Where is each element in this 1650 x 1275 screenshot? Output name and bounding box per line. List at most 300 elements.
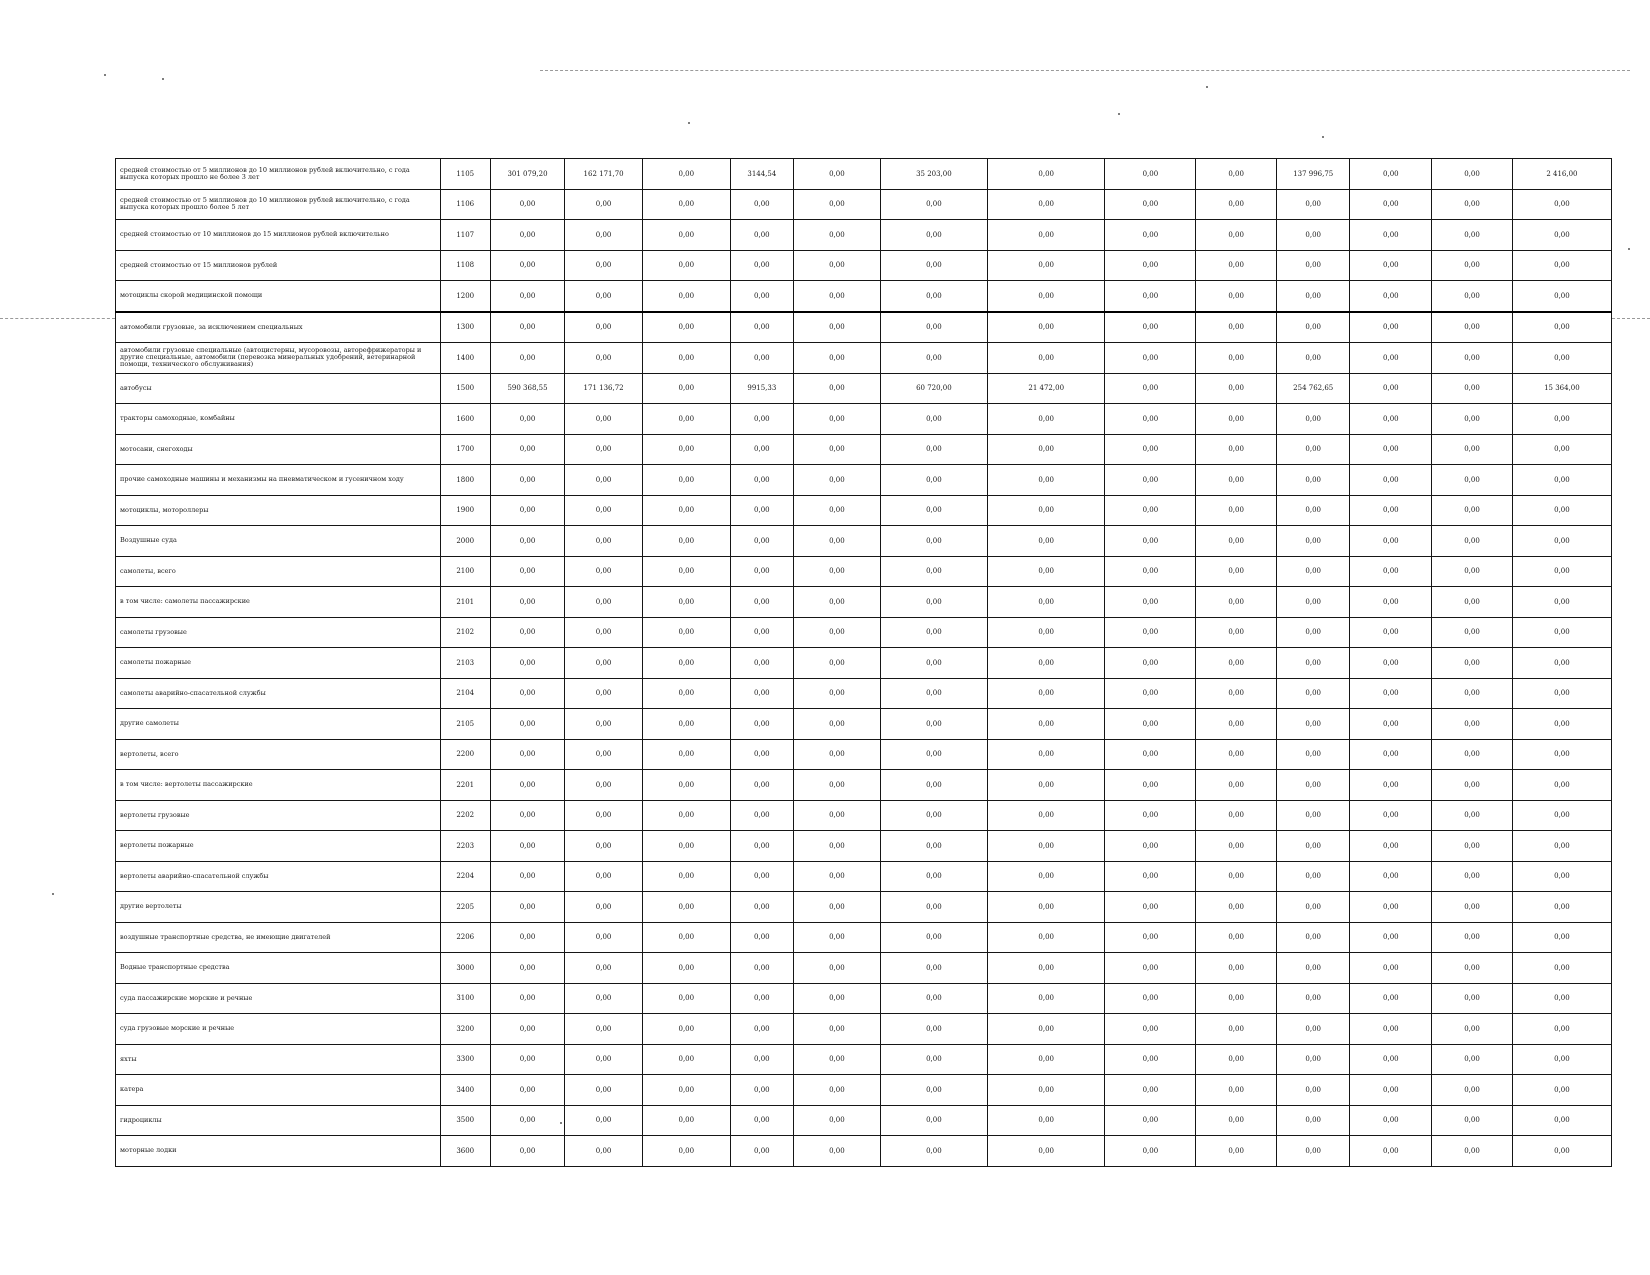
table-row	[116, 281, 1612, 312]
value-cell: 0,00	[1350, 678, 1432, 709]
table-row	[116, 404, 1612, 435]
value-cell: 0,00	[793, 220, 880, 251]
value-cell: 0,00	[1105, 861, 1196, 892]
value-cell: 0,00	[1196, 617, 1277, 648]
value-cell: 0,00	[1432, 312, 1513, 343]
value-cell: 0,00	[565, 189, 643, 220]
row-code-cell: 1300	[440, 312, 490, 343]
value-cell: 0,00	[642, 709, 730, 740]
value-cell: 0,00	[642, 434, 730, 465]
value-cell: 0,00	[1432, 1044, 1513, 1075]
value-cell: 0,00	[1276, 922, 1350, 953]
value-cell: 0,00	[1196, 220, 1277, 251]
value-cell: 0,00	[1196, 1044, 1277, 1075]
value-cell: 0,00	[730, 312, 793, 343]
value-cell: 0,00	[1512, 892, 1611, 923]
row-code-cell: 2101	[440, 587, 490, 618]
scan-speck	[52, 893, 54, 895]
row-name-cell: Водные транспортные средства	[116, 953, 441, 984]
table-row	[116, 220, 1612, 251]
value-cell: 0,00	[793, 800, 880, 831]
value-cell: 0,00	[1105, 159, 1196, 190]
row-name-cell: самолеты грузовые	[116, 617, 441, 648]
value-cell: 0,00	[1276, 709, 1350, 740]
value-cell: 0,00	[565, 678, 643, 709]
value-cell: 0,00	[1196, 678, 1277, 709]
value-cell: 0,00	[642, 739, 730, 770]
value-cell: 0,00	[793, 250, 880, 281]
value-cell: 0,00	[1276, 800, 1350, 831]
row-code-cell: 2201	[440, 770, 490, 801]
scan-speck	[1118, 113, 1120, 115]
value-cell: 0,00	[793, 678, 880, 709]
value-cell: 0,00	[1512, 770, 1611, 801]
value-cell: 0,00	[1196, 526, 1277, 557]
value-cell: 0,00	[1276, 1136, 1350, 1167]
value-cell: 0,00	[730, 922, 793, 953]
row-code-cell: 2206	[440, 922, 490, 953]
value-cell: 0,00	[490, 343, 565, 374]
value-cell: 0,00	[1196, 1075, 1277, 1106]
value-cell: 0,00	[1432, 343, 1513, 374]
value-cell: 0,00	[490, 495, 565, 526]
value-cell: 0,00	[1105, 556, 1196, 587]
value-cell: 0,00	[565, 404, 643, 435]
value-cell: 0,00	[642, 922, 730, 953]
value-cell: 0,00	[880, 983, 987, 1014]
value-cell: 0,00	[793, 1014, 880, 1045]
value-cell: 0,00	[1105, 709, 1196, 740]
scan-speck	[104, 74, 106, 76]
value-cell: 0,00	[1512, 434, 1611, 465]
value-cell: 0,00	[490, 800, 565, 831]
value-cell: 0,00	[1196, 739, 1277, 770]
value-cell: 0,00	[490, 861, 565, 892]
value-cell: 0,00	[1276, 678, 1350, 709]
value-cell: 0,00	[988, 739, 1105, 770]
value-cell: 0,00	[1512, 648, 1611, 679]
row-code-cell: 1600	[440, 404, 490, 435]
value-cell: 0,00	[1512, 831, 1611, 862]
value-cell: 0,00	[880, 404, 987, 435]
value-cell: 0,00	[988, 1105, 1105, 1136]
value-cell: 0,00	[565, 220, 643, 251]
table-row	[116, 1075, 1612, 1106]
value-cell: 0,00	[793, 983, 880, 1014]
value-cell: 0,00	[1196, 770, 1277, 801]
value-cell: 0,00	[565, 343, 643, 374]
value-cell: 0,00	[988, 709, 1105, 740]
table-row	[116, 312, 1612, 343]
row-name-cell: средней стоимостью от 5 миллионов до 10 миллионов рублей включительно, с года выпуска которых прошло не более 3 лет	[116, 159, 441, 190]
value-cell: 0,00	[1512, 1136, 1611, 1167]
value-cell: 0,00	[490, 1136, 565, 1167]
value-cell: 0,00	[730, 1136, 793, 1167]
value-cell: 0,00	[1432, 770, 1513, 801]
row-code-cell: 1400	[440, 343, 490, 374]
scan-speck	[1628, 248, 1630, 250]
value-cell: 0,00	[880, 617, 987, 648]
row-name-cell: другие самолеты	[116, 709, 441, 740]
value-cell: 0,00	[793, 526, 880, 557]
row-code-cell: 1105	[440, 159, 490, 190]
value-cell: 0,00	[988, 159, 1105, 190]
table-row	[116, 953, 1612, 984]
row-name-cell: средней стоимостью от 15 миллионов рублей	[116, 250, 441, 281]
row-code-cell: 1107	[440, 220, 490, 251]
row-name-cell: воздушные транспортные средства, не имеющие двигателей	[116, 922, 441, 953]
row-code-cell: 3100	[440, 983, 490, 1014]
value-cell: 0,00	[1512, 678, 1611, 709]
value-cell: 0,00	[642, 831, 730, 862]
value-cell: 0,00	[1432, 983, 1513, 1014]
value-cell: 0,00	[730, 434, 793, 465]
value-cell: 0,00	[1196, 709, 1277, 740]
value-cell: 0,00	[793, 1075, 880, 1106]
value-cell: 0,00	[1432, 159, 1513, 190]
value-cell: 0,00	[730, 189, 793, 220]
value-cell: 0,00	[1196, 587, 1277, 618]
value-cell: 0,00	[1350, 953, 1432, 984]
value-cell: 0,00	[730, 892, 793, 923]
row-name-cell: средней стоимостью от 10 миллионов до 15 миллионов рублей включительно	[116, 220, 441, 251]
table-row	[116, 250, 1612, 281]
value-cell: 0,00	[1276, 1014, 1350, 1045]
value-cell: 0,00	[1196, 404, 1277, 435]
value-cell: 0,00	[642, 220, 730, 251]
value-cell: 0,00	[1350, 220, 1432, 251]
value-cell: 0,00	[642, 189, 730, 220]
value-cell: 0,00	[730, 343, 793, 374]
value-cell: 0,00	[730, 861, 793, 892]
value-cell: 0,00	[1432, 404, 1513, 435]
value-cell: 0,00	[1512, 739, 1611, 770]
value-cell: 0,00	[1350, 983, 1432, 1014]
scan-speck	[1322, 136, 1324, 138]
value-cell: 0,00	[1512, 983, 1611, 1014]
value-cell: 0,00	[1105, 526, 1196, 557]
value-cell: 0,00	[1276, 526, 1350, 557]
value-cell: 0,00	[1105, 983, 1196, 1014]
row-code-cell: 1108	[440, 250, 490, 281]
value-cell: 0,00	[565, 861, 643, 892]
value-cell: 0,00	[1432, 739, 1513, 770]
value-cell: 0,00	[1512, 1075, 1611, 1106]
value-cell: 0,00	[1432, 495, 1513, 526]
row-name-cell: самолеты аварийно-спасательной службы	[116, 678, 441, 709]
value-cell: 0,00	[880, 648, 987, 679]
value-cell: 0,00	[642, 1075, 730, 1106]
table-row	[116, 189, 1612, 220]
value-cell: 21 472,00	[988, 373, 1105, 404]
value-cell: 0,00	[1350, 922, 1432, 953]
value-cell: 0,00	[730, 953, 793, 984]
row-name-cell: мотосани, снегоходы	[116, 434, 441, 465]
value-cell: 0,00	[1432, 800, 1513, 831]
value-cell: 0,00	[730, 1014, 793, 1045]
table-row	[116, 373, 1612, 404]
value-cell: 0,00	[1276, 617, 1350, 648]
value-cell: 0,00	[490, 953, 565, 984]
value-cell: 0,00	[565, 770, 643, 801]
value-cell: 0,00	[565, 1014, 643, 1045]
row-name-cell: вертолеты грузовые	[116, 800, 441, 831]
value-cell: 0,00	[880, 526, 987, 557]
value-cell: 0,00	[1512, 465, 1611, 496]
value-cell: 0,00	[1276, 465, 1350, 496]
value-cell: 0,00	[988, 1014, 1105, 1045]
scan-speck	[688, 122, 690, 124]
value-cell: 0,00	[642, 678, 730, 709]
value-cell: 0,00	[1276, 495, 1350, 526]
row-name-cell: катера	[116, 1075, 441, 1106]
value-cell: 0,00	[642, 373, 730, 404]
value-cell: 0,00	[1105, 1014, 1196, 1045]
row-name-cell: моторные лодки	[116, 1136, 441, 1167]
value-cell: 0,00	[565, 587, 643, 618]
value-cell: 0,00	[1105, 1136, 1196, 1167]
value-cell: 0,00	[565, 800, 643, 831]
value-cell: 0,00	[490, 434, 565, 465]
value-cell: 0,00	[1276, 861, 1350, 892]
value-cell: 0,00	[1196, 189, 1277, 220]
value-cell: 0,00	[1350, 1044, 1432, 1075]
value-cell: 2 416,00	[1512, 159, 1611, 190]
table-row	[116, 800, 1612, 831]
value-cell: 0,00	[730, 495, 793, 526]
value-cell: 0,00	[1105, 1044, 1196, 1075]
row-name-cell: Воздушные суда	[116, 526, 441, 557]
value-cell: 0,00	[988, 526, 1105, 557]
value-cell: 0,00	[642, 1044, 730, 1075]
value-cell: 0,00	[490, 831, 565, 862]
table-row	[116, 861, 1612, 892]
value-cell: 0,00	[1196, 1014, 1277, 1045]
value-cell: 0,00	[793, 617, 880, 648]
value-cell: 0,00	[642, 526, 730, 557]
value-cell: 0,00	[1350, 434, 1432, 465]
value-cell: 0,00	[1350, 281, 1432, 312]
value-cell: 0,00	[642, 587, 730, 618]
scan-speck	[162, 78, 164, 80]
value-cell: 0,00	[1350, 312, 1432, 343]
value-cell: 0,00	[1350, 892, 1432, 923]
value-cell: 0,00	[1196, 343, 1277, 374]
value-cell: 0,00	[1350, 648, 1432, 679]
row-name-cell: вертолеты аварийно-спасательной службы	[116, 861, 441, 892]
row-code-cell: 2103	[440, 648, 490, 679]
value-cell: 0,00	[1512, 922, 1611, 953]
value-cell: 0,00	[730, 1105, 793, 1136]
value-cell: 0,00	[1196, 434, 1277, 465]
table-row	[116, 739, 1612, 770]
value-cell: 0,00	[1432, 220, 1513, 251]
value-cell: 0,00	[565, 953, 643, 984]
value-cell: 0,00	[642, 861, 730, 892]
row-code-cell: 3300	[440, 1044, 490, 1075]
table-row	[116, 831, 1612, 862]
value-cell: 0,00	[1196, 312, 1277, 343]
table-row	[116, 892, 1612, 923]
value-cell: 0,00	[988, 281, 1105, 312]
value-cell: 0,00	[730, 678, 793, 709]
value-cell: 0,00	[1196, 250, 1277, 281]
value-cell: 0,00	[565, 831, 643, 862]
value-cell: 3144,54	[730, 159, 793, 190]
value-cell: 0,00	[565, 709, 643, 740]
value-cell: 0,00	[1105, 1075, 1196, 1106]
value-cell: 0,00	[642, 983, 730, 1014]
value-cell: 0,00	[880, 678, 987, 709]
value-cell: 0,00	[565, 465, 643, 496]
value-cell: 0,00	[1105, 587, 1196, 618]
row-code-cell: 2104	[440, 678, 490, 709]
value-cell: 0,00	[793, 281, 880, 312]
value-cell: 0,00	[988, 1136, 1105, 1167]
row-code-cell: 3200	[440, 1014, 490, 1045]
value-cell: 0,00	[988, 861, 1105, 892]
value-cell: 0,00	[1432, 373, 1513, 404]
row-name-cell: автомобили грузовые специальные (автоцистерны, мусоровозы, авторефрижераторы и другие специальные, автомобили (перевозка минеральных удобрений, ветеринарной помощи, технического обслуживания)	[116, 343, 441, 374]
value-cell: 0,00	[793, 953, 880, 984]
value-cell: 0,00	[642, 312, 730, 343]
value-cell: 0,00	[490, 189, 565, 220]
value-cell: 0,00	[988, 556, 1105, 587]
table-row	[116, 648, 1612, 679]
value-cell: 0,00	[1276, 250, 1350, 281]
value-cell: 0,00	[730, 404, 793, 435]
value-cell: 0,00	[1196, 831, 1277, 862]
row-name-cell: гидроциклы	[116, 1105, 441, 1136]
value-cell: 162 171,70	[565, 159, 643, 190]
value-cell: 0,00	[1105, 434, 1196, 465]
value-cell: 0,00	[880, 189, 987, 220]
value-cell: 0,00	[793, 831, 880, 862]
value-cell: 0,00	[880, 250, 987, 281]
value-cell: 0,00	[490, 770, 565, 801]
value-cell: 137 996,75	[1276, 159, 1350, 190]
value-cell: 0,00	[730, 250, 793, 281]
value-cell: 0,00	[793, 709, 880, 740]
value-cell: 0,00	[1432, 953, 1513, 984]
value-cell: 0,00	[642, 1105, 730, 1136]
value-cell: 0,00	[988, 983, 1105, 1014]
value-cell: 0,00	[1432, 922, 1513, 953]
value-cell: 0,00	[1350, 861, 1432, 892]
value-cell: 0,00	[1105, 678, 1196, 709]
value-cell: 0,00	[1276, 312, 1350, 343]
value-cell: 0,00	[1512, 312, 1611, 343]
value-cell: 0,00	[880, 709, 987, 740]
row-name-cell: другие вертолеты	[116, 892, 441, 923]
value-cell: 0,00	[565, 739, 643, 770]
value-cell: 0,00	[988, 220, 1105, 251]
row-name-cell: мотоциклы, мотороллеры	[116, 495, 441, 526]
value-cell: 0,00	[1350, 1105, 1432, 1136]
table-row	[116, 1105, 1612, 1136]
value-cell: 0,00	[1276, 587, 1350, 618]
value-cell: 0,00	[490, 465, 565, 496]
value-cell: 0,00	[1105, 892, 1196, 923]
value-cell: 0,00	[490, 312, 565, 343]
value-cell: 0,00	[490, 1075, 565, 1106]
value-cell: 0,00	[1432, 648, 1513, 679]
value-cell: 0,00	[1276, 281, 1350, 312]
value-cell: 0,00	[642, 770, 730, 801]
value-cell: 0,00	[490, 526, 565, 557]
value-cell: 0,00	[880, 281, 987, 312]
value-cell: 0,00	[880, 312, 987, 343]
value-cell: 0,00	[988, 648, 1105, 679]
value-cell: 0,00	[1105, 831, 1196, 862]
value-cell: 0,00	[1276, 434, 1350, 465]
value-cell: 0,00	[642, 250, 730, 281]
row-code-cell: 2204	[440, 861, 490, 892]
value-cell: 0,00	[642, 1014, 730, 1045]
row-code-cell: 2205	[440, 892, 490, 923]
value-cell: 0,00	[1432, 861, 1513, 892]
value-cell: 0,00	[988, 953, 1105, 984]
value-cell: 0,00	[880, 1075, 987, 1106]
value-cell: 0,00	[880, 892, 987, 923]
value-cell: 9915,33	[730, 373, 793, 404]
table-row	[116, 1014, 1612, 1045]
value-cell: 0,00	[1350, 343, 1432, 374]
value-cell: 0,00	[1432, 709, 1513, 740]
value-cell: 0,00	[793, 556, 880, 587]
value-cell: 0,00	[1350, 250, 1432, 281]
value-cell: 0,00	[1276, 831, 1350, 862]
value-cell: 0,00	[730, 709, 793, 740]
value-cell: 0,00	[642, 465, 730, 496]
value-cell: 0,00	[793, 465, 880, 496]
value-cell: 60 720,00	[880, 373, 987, 404]
value-cell: 0,00	[988, 312, 1105, 343]
value-cell: 0,00	[1276, 189, 1350, 220]
value-cell: 0,00	[1350, 556, 1432, 587]
table-row	[116, 434, 1612, 465]
value-cell: 0,00	[490, 892, 565, 923]
value-cell: 0,00	[1105, 465, 1196, 496]
table-row	[116, 343, 1612, 374]
value-cell: 0,00	[1512, 953, 1611, 984]
value-cell: 0,00	[642, 159, 730, 190]
value-cell: 0,00	[642, 343, 730, 374]
value-cell: 0,00	[730, 587, 793, 618]
value-cell: 0,00	[1105, 648, 1196, 679]
table-row	[116, 159, 1612, 190]
value-cell: 0,00	[988, 800, 1105, 831]
value-cell: 171 136,72	[565, 373, 643, 404]
value-cell: 0,00	[642, 648, 730, 679]
value-cell: 0,00	[1196, 556, 1277, 587]
value-cell: 0,00	[880, 861, 987, 892]
row-code-cell: 2105	[440, 709, 490, 740]
row-code-cell: 3500	[440, 1105, 490, 1136]
value-cell: 0,00	[730, 617, 793, 648]
value-cell: 0,00	[793, 770, 880, 801]
value-cell: 0,00	[730, 1044, 793, 1075]
value-cell: 0,00	[988, 1075, 1105, 1106]
table-row	[116, 617, 1612, 648]
value-cell: 0,00	[642, 1136, 730, 1167]
value-cell: 0,00	[1512, 1044, 1611, 1075]
value-cell: 0,00	[1350, 465, 1432, 496]
value-cell: 0,00	[880, 1014, 987, 1045]
value-cell: 0,00	[1276, 953, 1350, 984]
value-cell: 0,00	[1432, 189, 1513, 220]
value-cell: 0,00	[988, 250, 1105, 281]
